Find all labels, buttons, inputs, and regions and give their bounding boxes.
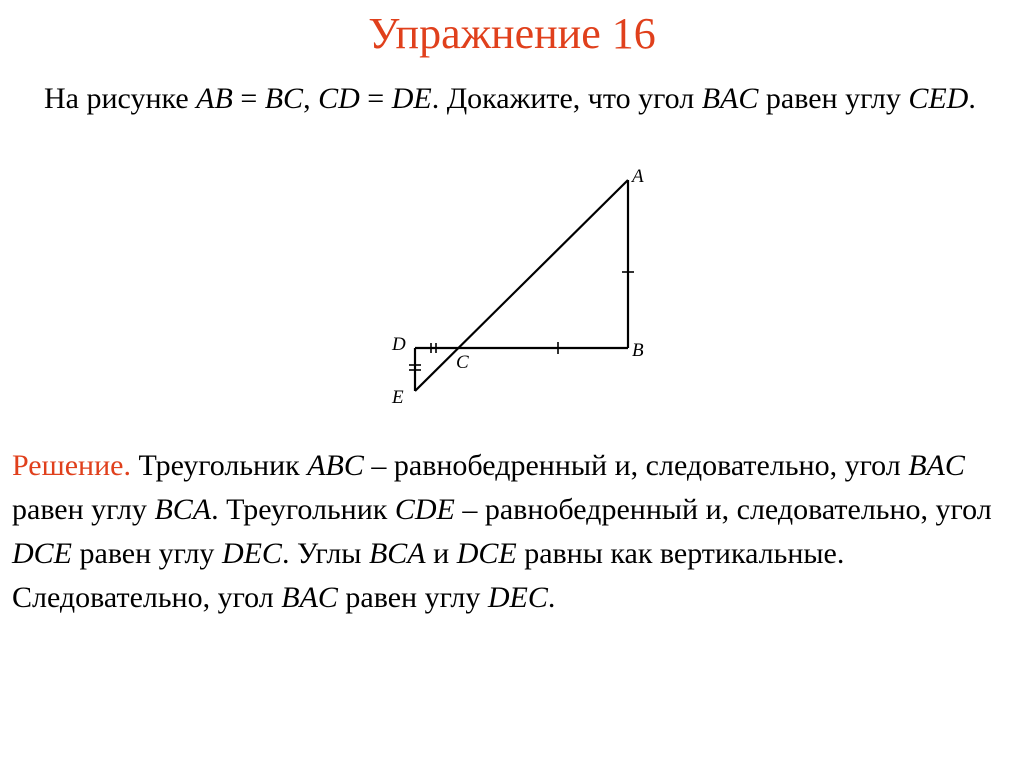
angle-dce: DCE [12,537,72,570]
angle-dec: DEC [221,537,282,570]
solution-fragment: . [547,581,556,614]
triangle-abc: ABC [307,449,364,482]
angle-bac: BAC [701,82,759,115]
segment-ae-line [415,180,628,391]
solution-text [12,444,1012,620]
problem-statement [44,78,1004,120]
problem-text: = [359,82,392,115]
point-label-e: E [392,387,404,408]
angle-bca: BCA [154,493,212,526]
segment-cd: CD [318,82,360,115]
segment-de: DE [391,82,432,115]
angle-ced: CED [908,82,969,115]
angle-bca: BCA [368,537,426,570]
angle-dec: DEC [487,581,548,614]
solution-fragment: равны как вертикальные. Следовательно, угол [12,537,845,614]
segment-ab: AB [196,82,233,115]
slide-title: Упражнение 16 [368,9,656,58]
solution-fragment: равен углу [12,493,155,526]
solution-fragment: Треугольник [130,449,308,482]
segment-bc: BC [264,82,304,115]
solution-fragment: . Углы [281,537,369,570]
solution-fragment: – равнобедренный и, следовательно, угол [363,449,909,482]
point-label-a: A [632,166,644,187]
point-label-b: B [632,340,644,361]
solution-fragment: . Треугольник [211,493,395,526]
geometry-figure [380,158,680,413]
problem-text: равен углу [758,82,909,115]
solution-fragment: равен углу [72,537,222,570]
problem-text: На рисунке [44,82,197,115]
solution-fragment: равен углу [337,581,488,614]
solution-fragment: и [425,537,457,570]
problem-text: , [303,82,319,115]
solution-fragment: – равнобедренный и, следовательно, угол [454,493,992,526]
problem-text: . Докажите, что угол [431,82,702,115]
problem-text: . [968,82,976,115]
solution-label: Решение. [12,449,131,482]
angle-bac: BAC [908,449,965,482]
point-label-d: D [392,334,406,355]
angle-dce: DCE [456,537,517,570]
point-label-c: C [456,352,469,373]
triangle-cde: CDE [394,493,455,526]
problem-text: = [232,82,265,115]
angle-bac: BAC [281,581,338,614]
